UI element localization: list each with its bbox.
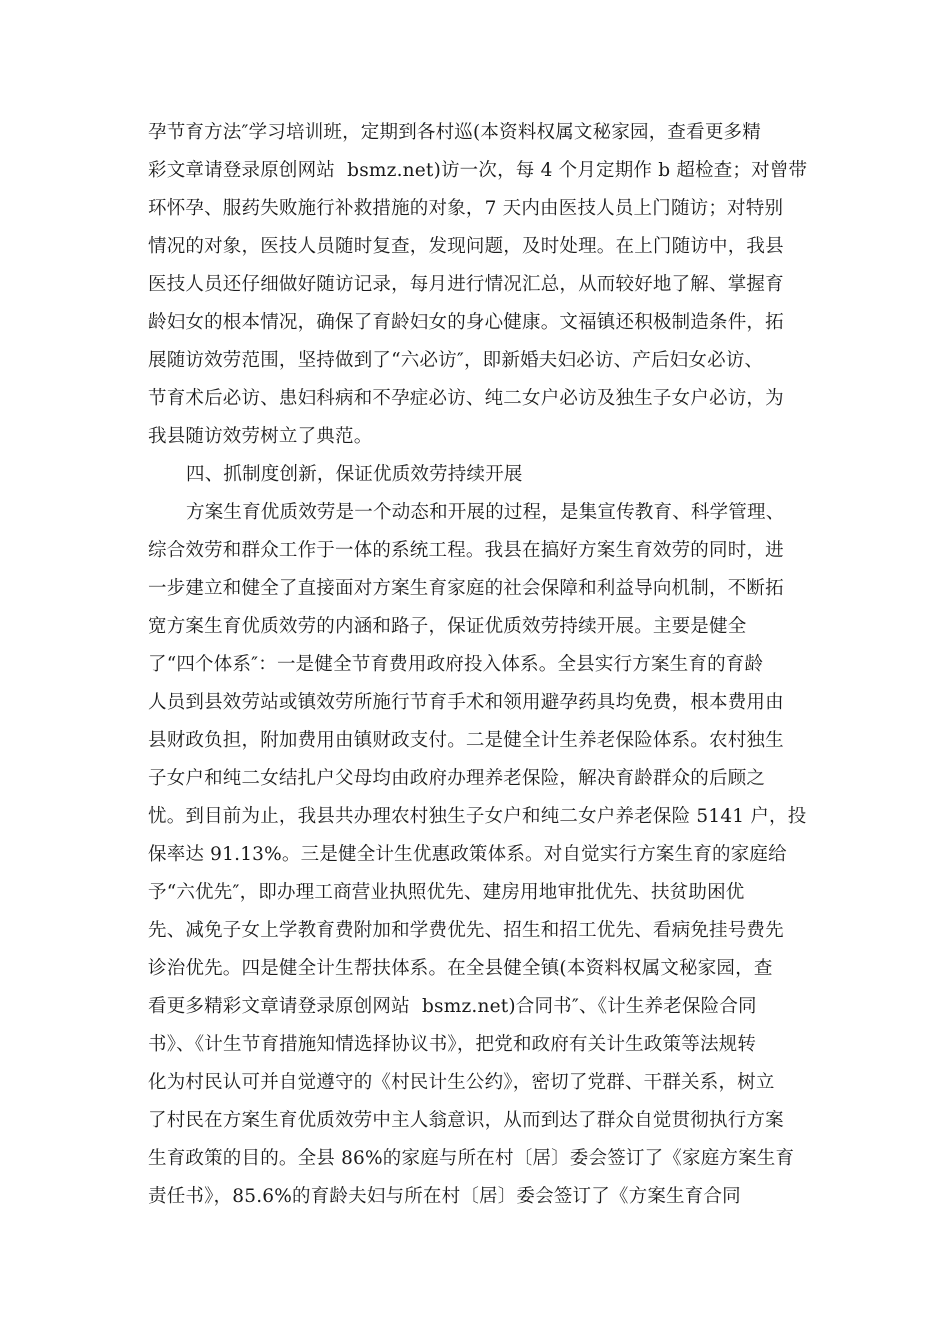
text-line: 看更多精彩文章请登录原创网站 bsmz.net)合同书″、《计生养老保险合同 <box>148 996 757 1017</box>
text-line: 忧。到目前为止，我县共办理农村独生子女户和纯二女户养老保险 5141 户，投 <box>148 806 807 827</box>
text-line: 先、减免子女上学教育费附加和学费优先、招生和招工优先、看病免挂号费先 <box>148 920 784 941</box>
text-line: 环怀孕、服药失败施行补救措施的对象，7 天内由医技人员上门随访；对特别 <box>148 198 784 219</box>
text-line: 展随访效劳范围，坚持做到了“六必访″，即新婚夫妇必访、产后妇女必访、 <box>148 350 764 371</box>
text-line: 人员到县效劳站或镇效劳所施行节育手术和领用避孕药具均免费，根本费用由 <box>148 692 784 713</box>
text-line: 县财政负担，附加费用由镇财政支付。二是健全计生养老保险体系。农村独生 <box>148 730 784 751</box>
body-text <box>148 114 818 1216</box>
text-line: 保率达 91.13%。三是健全计生优惠政策体系。对自觉实行方案生育的家庭给 <box>148 844 787 865</box>
text-line: 宽方案生育优质效劳的内涵和路子，保证优质效劳持续开展。主要是健全 <box>148 616 747 637</box>
text-line: 一步建立和健全了直接面对方案生育家庭的社会保障和利益导向机制，不断拓 <box>148 578 784 599</box>
text-line: 子女户和纯二女结扎户父母均由政府办理养老保险，解决育龄群众的后顾之 <box>148 768 766 789</box>
text-line: 了村民在方案生育优质效劳中主人翁意识，从而到达了群众自觉贯彻执行方案 <box>148 1110 784 1131</box>
text-line: 责任书》，85.6%的育龄夫妇与所在村〔居〕委会签订了《方案生育合同 <box>148 1186 741 1207</box>
text-line: 诊治优先。四是健全计生帮扶体系。在全县健全镇(本资料权属文秘家园，查 <box>148 958 773 979</box>
text-line: 化为村民认可并自觉遵守的《村民计生公约》，密切了党群、干群关系，树立 <box>148 1072 775 1093</box>
text-line: 医技人员还仔细做好随访记录，每月进行情况汇总，从而较好地了解、掌握育 <box>148 274 784 295</box>
text-line: 综合效劳和群众工作于一体的系统工程。我县在搞好方案生育效劳的同时，进 <box>148 540 784 561</box>
text-line: 了“四个体系″：一是健全节育费用政府投入体系。全县实行方案生育的育龄 <box>148 654 764 675</box>
paragraph-start-line: 方案生育优质效劳是一个动态和开展的过程，是集宣传教育、科学管理、 <box>186 502 785 523</box>
text-line: 书》、《计生节育措施知情选择协议书》，把党和政府有关计生政策等法规转 <box>148 1034 757 1055</box>
text-line: 彩文章请登录原创网站 bsmz.net)访一次，每 4 个月定期作 b 超检查；对曾带 <box>148 160 808 181</box>
text-line: 节育术后必访、患妇科病和不孕症必访、纯二女户必访及独生子女户必访，为 <box>148 388 784 409</box>
text-line: 生育政策的目的。全县 86%的家庭与所在村〔居〕委会签订了《家庭方案生育 <box>148 1148 795 1169</box>
text-line: 予“六优先″，即办理工商营业执照优先、建房用地审批优先、扶贫助困优 <box>148 882 745 903</box>
text-line: 情况的对象，医技人员随时复查，发现问题，及时处理。在上门随访中，我县 <box>148 236 784 257</box>
text-line: 我县随访效劳树立了典范。 <box>148 426 373 447</box>
text-line: 龄妇女的根本情况，确保了育龄妇女的身心健康。文福镇还积极制造条件，拓 <box>148 312 784 333</box>
text-line: 孕节育方法″学习培训班，定期到各村巡(本资料权属文秘家园，查看更多精 <box>148 122 761 143</box>
paragraph-start-line: 四、抓制度创新，保证优质效劳持续开展 <box>186 464 523 485</box>
